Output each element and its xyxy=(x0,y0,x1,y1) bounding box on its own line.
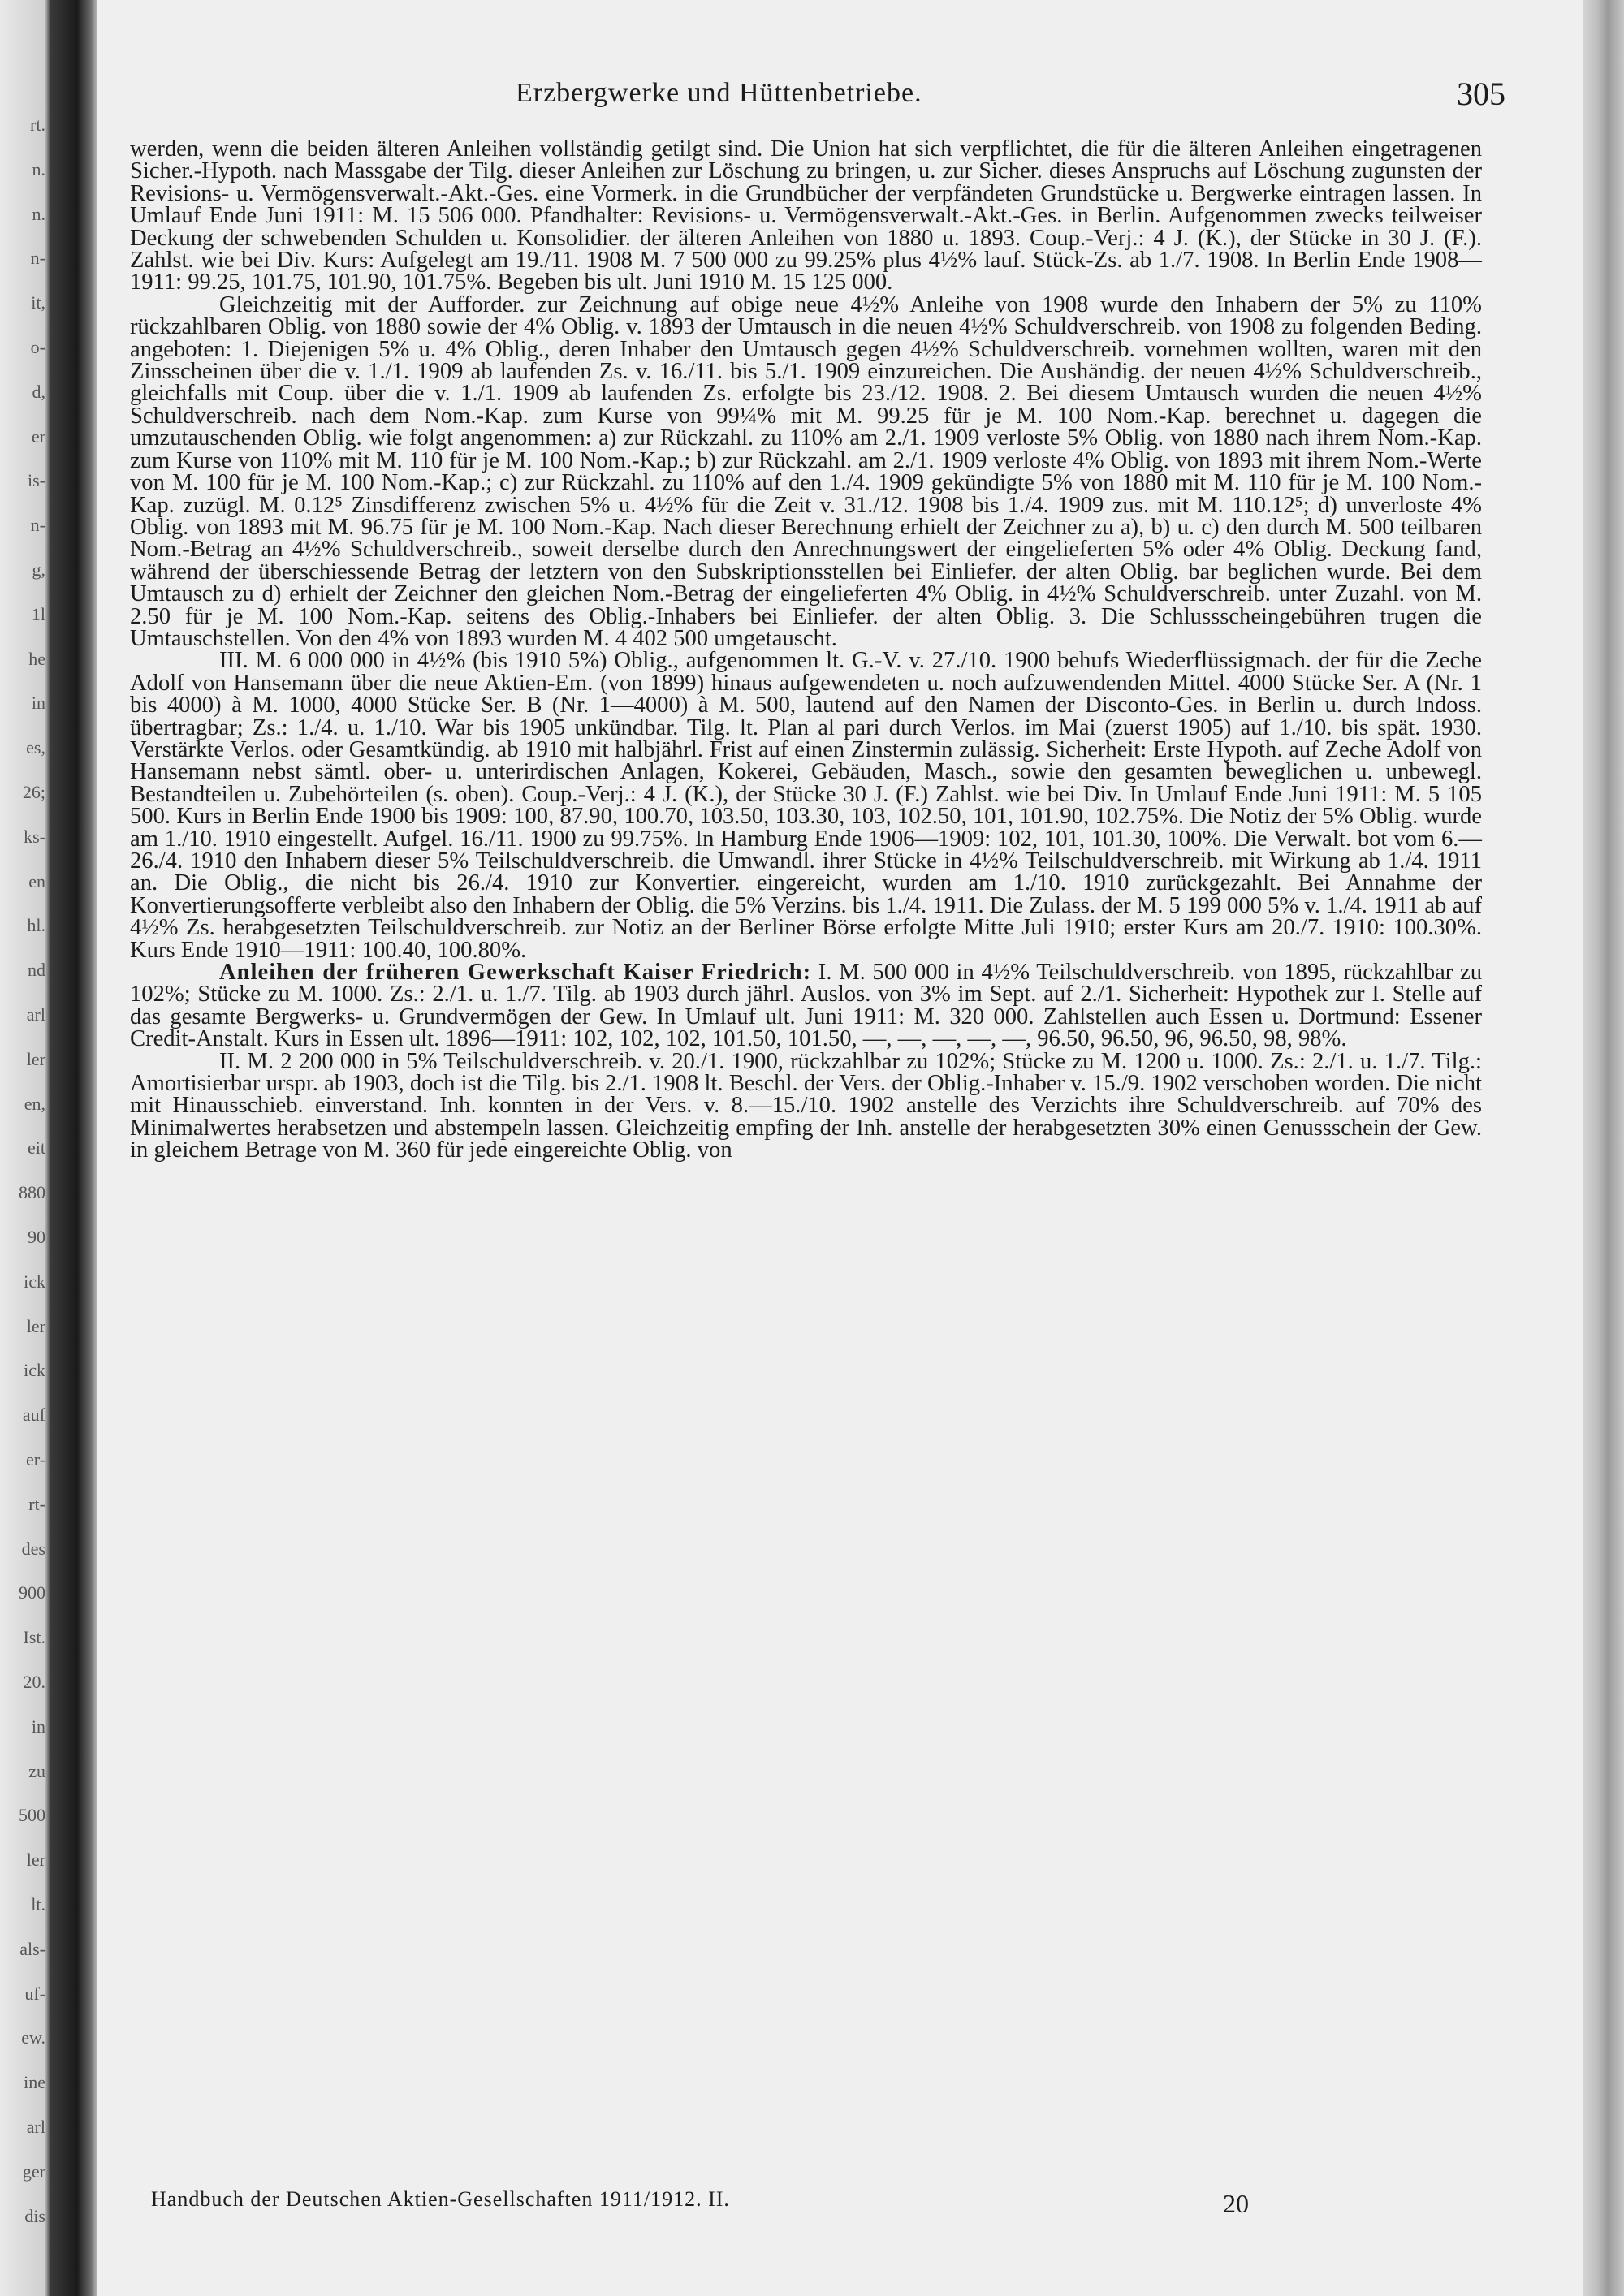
running-head: Erzbergwerke und Hüttenbetriebe. xyxy=(516,78,922,108)
page-edge xyxy=(1583,0,1624,2296)
body-text xyxy=(130,138,1482,1162)
margin-fragment: is- xyxy=(28,470,45,491)
margin-fragment: g, xyxy=(32,559,45,580)
paragraph-text: II. M. 2 200 000 in 5% Teilschuldverschreib. v. 20./1. 1900, rückzahlbar zu 102%; Stücke zu M. 1200 u. 1000. Zs.: 2./1. u. 1./7. Tilg.: Amortisierbar urspr. ab 1903, doch ist die Tilg. bis 2./1. 1908 lt. Beschl. der Vers. der Oblig.-Inhaber v. 15./9. 1902 verschoben worden. Die nicht mit Hinausschieb. einverstand. Inh. konnten in der Vers. v. 8.—15./10. 1902 anstelle des Verzichts ihre Schuldverschreib. auf 70% des Minimalwertes herabsetzen und abstempeln lassen. Gleichzeitig empfing der Inh. anstelle der herabgesetzten 30% einen Genussschein der Gew. in gleichem Betrage von M. 360 für jede eingereichte Oblig. von xyxy=(130,1048,1482,1163)
margin-fragment: ick xyxy=(24,1271,45,1292)
margin-fragment: en, xyxy=(24,1093,45,1114)
margin-fragment: 90 xyxy=(28,1227,45,1247)
margin-fragment: en xyxy=(28,870,45,891)
paragraph-text: werden, wenn die beiden älteren Anleihen vollständig getilgt sind. Die Union hat sich verpflichtet, die für die älteren Anleihen eingetragenen Sicher.-Hypoth. nach Massgabe der Tilg. dieser Anleihen zur Löschung zu bringen, u. zur Sicher. dieses Anspruchs auf Löschung zugunsten der Revisions- u. Vermögensverwalt.-Akt.-Ges. eine Vormerk. in die Grundbücher der verpfändeten Grundstücke u. Bergwerke eintragen lassen. In Umlauf Ende Juni 1911: M. 15 506 000. Pfandhalter: Revisions- u. Vermögensverwalt.-Akt.-Ges. in Berlin. Aufgenommen zwecks teilweiser Deckung der schwebenden Schulden u. Konsolidier. der älteren Anleihen von 1880 u. 1893. Coup.-Verj.: 4 J. (K.), der Stücke in 30 J. (F.). Zahlst. wie bei Div. Kurs: Aufgelegt am 19./11. 1908 M. 7 500 000 zu 99.25% plus 4½% lauf. Stück-Zs. ab 1./7. 1908. In Berlin Ende 1908—1911: 99.25, 101.75, 101.90, 101.75%. Begeben bis ult. Juni 1910 M. 15 125 000. xyxy=(130,136,1482,296)
margin-fragment: eit xyxy=(28,1137,45,1159)
book-spine-gutter xyxy=(0,0,97,2296)
paragraph-5 xyxy=(130,1048,1482,1163)
signature-mark: 20 xyxy=(1223,2189,1249,2218)
margin-fragment: ine xyxy=(24,2072,45,2093)
paragraph-1 xyxy=(130,138,1482,294)
margin-fragment: n. xyxy=(32,158,45,179)
page-number: 305 xyxy=(1457,76,1505,112)
margin-fragment: hl. xyxy=(27,915,45,936)
margin-fragment: n- xyxy=(30,248,45,269)
margin-fragment: ler xyxy=(26,1315,45,1336)
margin-fragment: d, xyxy=(32,381,45,402)
margin-fragment: in xyxy=(31,693,45,714)
paragraph-4 xyxy=(130,961,1482,1051)
section-heading: Anleihen der früheren Gewerkschaft Kaiser Friedrich: xyxy=(219,960,812,986)
margin-fragment: ler xyxy=(26,1849,45,1871)
paragraph-text: Gleichzeitig mit der Aufforder. zur Zeichnung auf obige neue 4½% Anleihe von 1908 wurde den Inhabern der 5% zu 110% rückzahlbaren Oblig. von 1880 sowie der 4% Oblig. v. 1893 der Umtausch in die neuen 4½% Schuldverschreib. von 1908 zu folgenden Beding. angeboten: 1. Diejenigen 5% u. 4% Oblig., deren Inhaber den Umtausch gegen 4½% Schuldverschreib. vornehmen wollten, waren mit den Zinsscheinen über die v. 1./1. 1909 ab laufenden Zs. v. 16./11. bis 5./1. 1909 einzureichen. Die Aushändig. der neuen 4½% Schuldverschreib., gleichfalls mit Coup. über die v. 1./1. 1909 ab laufenden Zs. erfolgte bis 23./12. 1908. 2. Bei diesem Umtausch wurden die neuen 4½% Schuldverschreib. nach dem Nom.-Kap. zum Kurse von 99¼% mit M. 99.25 für je M. 100 Nom.-Kap. berechnet u. dagegen die umzutauschenden Oblig. wie folgt angenommen: a) zur Rückzahl. zu 110% am 2./1. 1909 verloste 5% Oblig. von 1880 nach ihrem Nom.-Kap. zum Kurse von 110% mit M. 110 für je M. 100 Nom.-Kap.; b) zur Rückzahl. am 2./1. 1909 verloste 4% Oblig. von 1893 mit ihrem Nom.-Werte von M. 100 für je M. 100 Nom.-Kap.; c) zur Rückzahl. zu 110% auf den 1./4. 1909 gekündigte 5% von 1880 mit M. 110 für je M. 100 Nom.-Kap. zuzügl. M. 0.12⁵ Zinsdifferenz zwischen 5% u. 4½% für die Zeit v. 31./12. 1908 bis 1./4. 1909 zus. mit M. 110.12⁵; d) unverloste 4% Oblig. von 1893 mit M. 96.75 für je M. 100 Nom.-Kap. Nach dieser Berechnung erhielt der Zeichner zu a), b) u. c) den durch M. 500 teilbaren Nom.-Betrag an 4½% Schuldverschreib., soweit derselbe durch den Anrechnungswert der eingelieferten 5% oder 4% Oblig. Deckung fand, während der überschiessende Betrag der letztern von den Subskriptionsstellen bei Einliefer. der alten Oblig. bar beglichen wurde. Bei dem Umtausch zu d) erhielt der Zeichner den gleichen Nom.-Betrag der eingelieferten 4% Oblig. in 4½% Schuldverschreib. unter Zuzahl. von M. 2.50 für je M. 100 Nom.-Kap. seitens des Oblig.-Inhabers bei Einliefer. der alten Oblig. 3. Die Schlussscheingebühren trugen die Umtauschstellen. Von den 4% von 1893 wurden M. 4 402 500 umgetauscht. xyxy=(130,291,1482,651)
margin-fragment: 1l xyxy=(31,603,45,624)
margin-fragment: o- xyxy=(30,337,45,357)
margin-fragment: in xyxy=(31,1716,45,1737)
paragraph-text: III. M. 6 000 000 in 4½% (bis 1910 5%) Oblig., aufgenommen lt. G.-V. v. 27./10. 1900 behufs Wiederflüssigmach. der für die Zeche Adolf von Hansemann über die neue Aktien-Em. (von 1899) hinaus aufgewendeten u. noch aufzuwendenden Mittel. 4000 Stücke Ser. A (Nr. 1 bis 4000) à M. 1000, 4000 Stücke Ser. B (Nr. 1—4000) à M. 500, lautend auf den Namen der Disconto-Ges. in Berlin u. durch Indoss. übertragbar; Zs.: 1./4. u. 1./10. War bis 1905 unkündbar. Tilg. lt. Plan al pari durch Verlos. im Mai (zuerst 1905) auf 1./10. bis spät. 1930. Verstärkte Verlos. oder Gesamtkündig. ab 1910 mit halbjährl. Frist auf einen Zinstermin zulässig. Sicherheit: Erste Hypoth. auf Zeche Adolf von Hansemann nebst sämtl. ober- u. unterirdischen Anlagen, Kokerei, Gebäuden, Masch., sowie den gesamten beweglichen u. unbewegl. Bestandteilen u. Zubehörteilen (s. oben). Coup.-Verj.: 4 J. (K.), der Stücke 30 J. (F.) Zahlst. wie bei Div. In Umlauf Ende Juni 1911: M. 5 105 500. Kurs in Berlin Ende 1900 bis 1909: 100, 87.90, 100.70, 103.50, 103.30, 103, 102.50, 101, 101.90, 102.75%. Die Notiz der 5% Oblig. wurde am 1./10. 1910 eingestellt. Aufgel. 16./11. 1900 zu 99.75%. In Hamburg Ende 1906—1909: 102, 101, 101.30, 100%. Die Verwalt. bot vom 6.—26./4. 1910 den Inhabern dieser 5% Teilschuldverschreib. die Umwandl. ihrer Stücke in 4½% Teilschuldverschreib. mit Wirkung ab 1./4. 1911 an. Die Oblig., die nicht bis 26./4. 1910 zur Konvertier. eingereicht, wurden am 1./10. 1910 zurückgezahlt. Bei Annahme der Konvertierungsofferte verbleibt also den Inhabern der Oblig. die 5% Verzins. bis 1./4. 1911. Die Zulass. der M. 5 199 000 5% v. 1./4. 1911 ab auf 4½% Zs. herabgesetzten Teilschuldverschreib. zur Notiz an der Berliner Börse erfolgte Mitte Juli 1910; erster Kurs am 20./7. 1910: 100.30%. Kurs Ende 1910—1911: 100.40, 100.80%. xyxy=(130,648,1482,963)
margin-fragment: n. xyxy=(32,203,45,224)
margin-fragment: es, xyxy=(26,737,45,758)
margin-fragment: 500 xyxy=(19,1805,45,1826)
margin-fragment: er xyxy=(31,425,45,447)
margin-fragment: arl xyxy=(26,2117,45,2137)
margin-fragment: 880 xyxy=(19,1182,45,1203)
margin-fragment: ler xyxy=(26,1048,45,1069)
margin-fragment: it, xyxy=(31,292,45,313)
margin-fragment: als- xyxy=(19,1938,45,1959)
book-page xyxy=(97,0,1583,2296)
margin-fragment: arl xyxy=(26,1004,45,1025)
footer-source-line: Handbuch der Deutschen Aktien-Gesellschaften 1911/1912. II. xyxy=(151,2187,730,2211)
paragraph-3 xyxy=(130,650,1482,961)
page-footer xyxy=(151,2187,1483,2220)
margin-fragment: er- xyxy=(26,1449,45,1470)
margin-fragment: 26; xyxy=(22,782,45,802)
margin-fragment: he xyxy=(28,648,45,669)
paragraph-2 xyxy=(130,291,1482,651)
margin-fragment: rt- xyxy=(28,1493,45,1514)
margin-fragment: auf xyxy=(22,1405,45,1426)
margin-fragment: des xyxy=(21,1538,45,1559)
margin-fragment: ew. xyxy=(21,2027,45,2048)
margin-fragment: nd xyxy=(28,960,45,981)
margin-fragment: zu xyxy=(28,1760,45,1781)
margin-fragment: Ist. xyxy=(23,1627,45,1648)
margin-fragment: ks- xyxy=(24,826,45,847)
margin-fragment: 900 xyxy=(19,1582,45,1603)
margin-fragment: rt. xyxy=(30,114,45,135)
margin-fragment: dis xyxy=(24,2205,45,2226)
page-header xyxy=(97,78,1583,119)
margin-fragment: ger xyxy=(22,2160,45,2182)
margin-fragment: ick xyxy=(24,1360,45,1381)
paragraph-text: I. M. 500 000 in 4½% Teilschuldverschreib. von 1895, rückzahlbar zu 102%; Stücke zu M. 1000. Zs.: 2./1. u. 1./7. Tilg. ab 1903 durch jährl. Auslos. von 3% im Sept. auf 2./1. Sicherheit: Hypothek zur I. Stelle auf das gesamte Bergwerks- u. Grundvermögen der Gew. In Umlauf ult. Juni 1911: M. 320 000. Zahlstellen auch Essen u. Dortmund: Essener Credit-Anstalt. Kurs in Essen ult. 1896—1911: 102, 102, 102, 101.50, 101.50, —, —, —, —, —, 96.50, 96.50, 96, 96.50, 98, 98%. xyxy=(130,960,1482,1052)
margin-fragment: n- xyxy=(30,515,45,536)
margin-fragment: 20. xyxy=(23,1672,45,1692)
margin-fragment: lt. xyxy=(31,1894,45,1914)
margin-fragment: uf- xyxy=(24,1983,45,2004)
